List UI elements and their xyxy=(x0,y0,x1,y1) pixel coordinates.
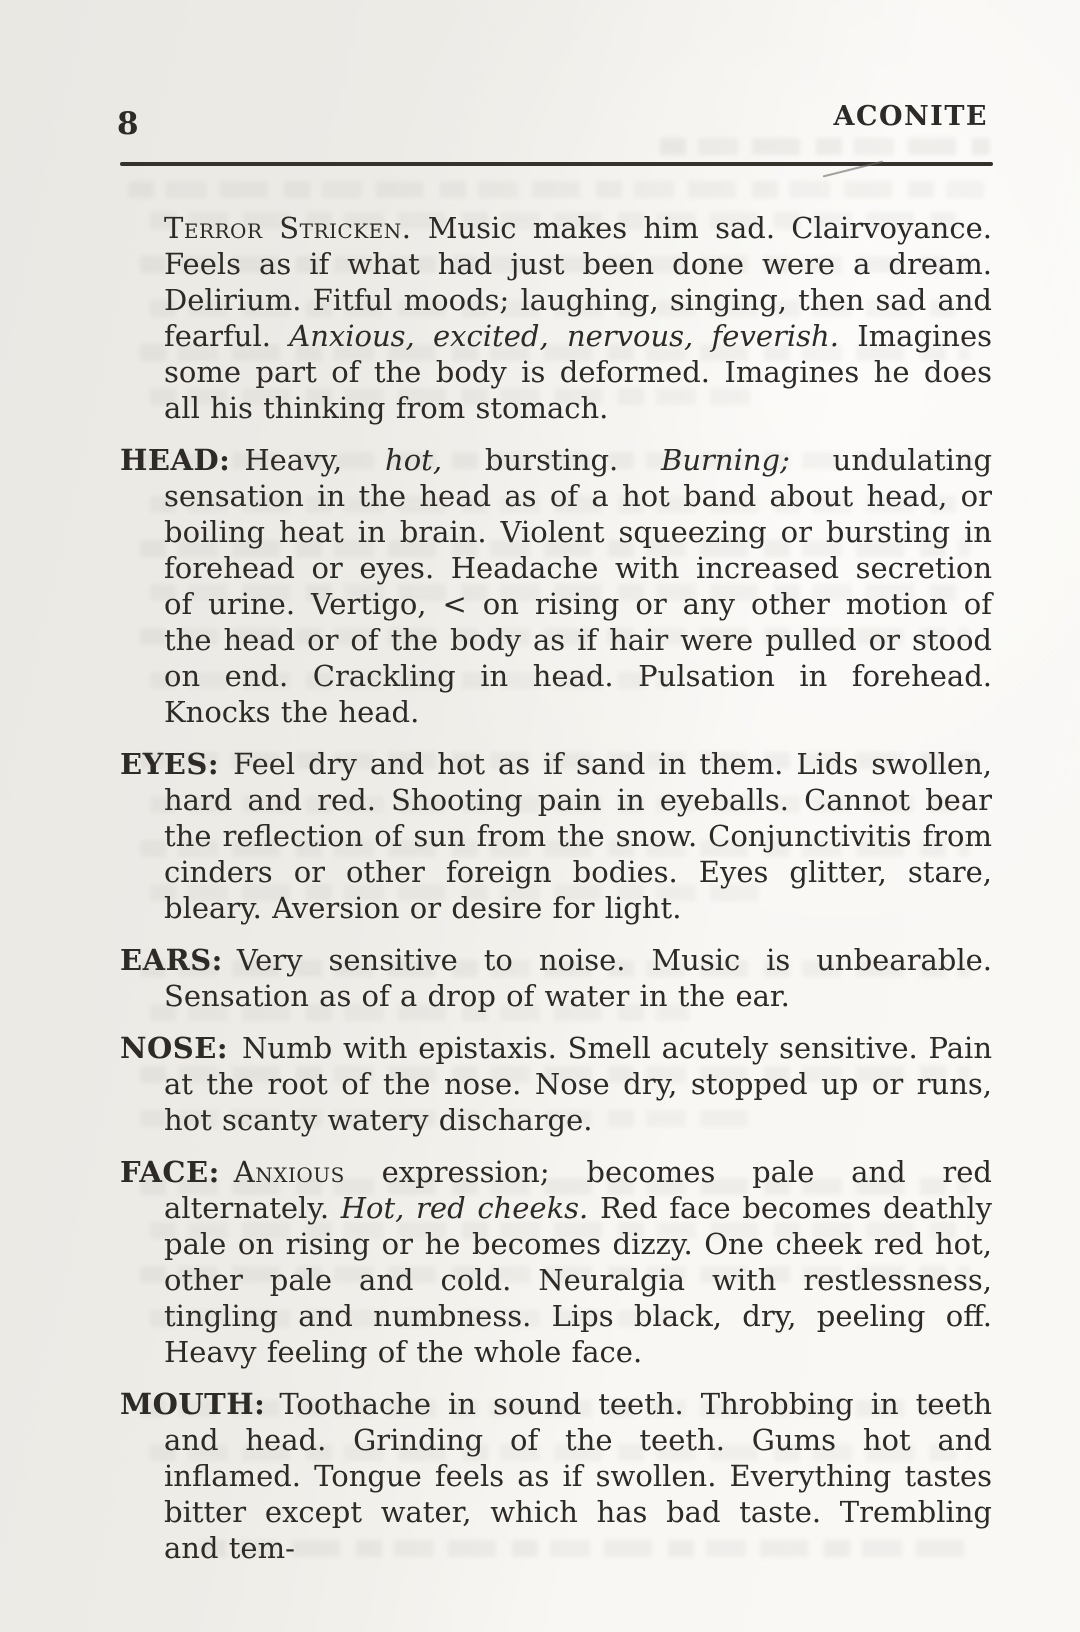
text-segment-normal: Imagines some part of the body is deformed. Imagines he does all his thinking from stomach. xyxy=(164,319,993,425)
paragraph-head xyxy=(120,442,992,730)
section-label: HEAD: xyxy=(120,443,231,477)
text-segment-smallcaps: Anxious xyxy=(233,1155,345,1189)
paragraph-mouth xyxy=(120,1386,992,1566)
running-head: ACONITE xyxy=(833,101,988,132)
section-label: MOUTH: xyxy=(120,1387,266,1421)
text-segment-italic: Burning; xyxy=(661,443,790,477)
text-segment-italic: hot, xyxy=(385,443,443,477)
page-text-column xyxy=(120,210,992,1582)
section-label: NOSE: xyxy=(120,1031,229,1065)
paragraph-ears xyxy=(120,942,992,1014)
paragraph-eyes xyxy=(120,746,992,926)
bleed-through-text xyxy=(128,181,984,198)
text-segment-normal: Feel dry and hot as if sand in them. Lids swollen, hard and red. Shooting pain in eyeballs. Cannot bear the reflection of sun from the snow. Conjunctivitis from cinders or other foreign bodies. Eyes glitter, stare, bleary. Aversion or desire for light. xyxy=(164,747,992,925)
text-segment-normal: Numb with epistaxis. Smell acutely sensitive. Pain at the root of the nose. Nose dry, stopped up or runs, hot scanty watery discharge. xyxy=(164,1031,992,1137)
text-segment-normal: Red face becomes deathly pale on rising or he becomes dizzy. One cheek red hot, other pale and cold. Neuralgia with restlessness, tingling and numbness. Lips black, dry, peeling off. Heavy feeling of the whole face. xyxy=(164,1191,992,1369)
text-segment-italic: Hot, red cheeks. xyxy=(340,1191,589,1225)
page-number: 8 xyxy=(117,106,140,142)
section-label: EYES: xyxy=(120,747,220,781)
section-label: EARS: xyxy=(120,943,223,977)
paragraph-face xyxy=(120,1154,992,1370)
text-segment-normal: expression; becomes pale and red alternately. xyxy=(164,1155,992,1225)
text-segment-italic: Anxious, excited, nervous, feverish. xyxy=(289,319,839,353)
text-segment-normal: bursting. xyxy=(442,443,662,477)
text-segment-normal: undulating sensation in the head as of a hot band about head, or boiling heat in brain. Violent squeezing or bursting in forehead or eyes. Headache with increased secretion of urine. Vertigo, < on rising or any other motion of the head or of the body as if hair were pulled or stood on end. Crackling in head. Pulsation in forehead. Knocks the head. xyxy=(164,443,993,729)
text-segment-normal: Toothache in sound teeth. Throbbing in teeth and head. Grinding of the teeth. Gums hot and inflamed. Tongue feels as if swollen. Everything tastes bitter except water, which has bad taste. Trembling and tem- xyxy=(164,1387,992,1565)
section-label: FACE: xyxy=(120,1155,220,1189)
text-segment-normal: Music makes him sad. Clairvoyance. Feels as if what had just been done were a dream. Delirium. Fitful moods; laughing, singing, then sad and fearful. xyxy=(164,211,992,353)
text-segment-smallcaps: Terror Stricken. xyxy=(164,211,412,245)
text-segment-normal: Very sensitive to noise. Music is unbearable. Sensation as of a drop of water in the ear. xyxy=(164,943,992,1013)
bleed-through-text xyxy=(660,138,990,155)
intro-paragraph xyxy=(164,210,992,426)
paragraph-nose xyxy=(120,1030,992,1138)
text-segment-normal: Heavy, xyxy=(244,443,386,477)
